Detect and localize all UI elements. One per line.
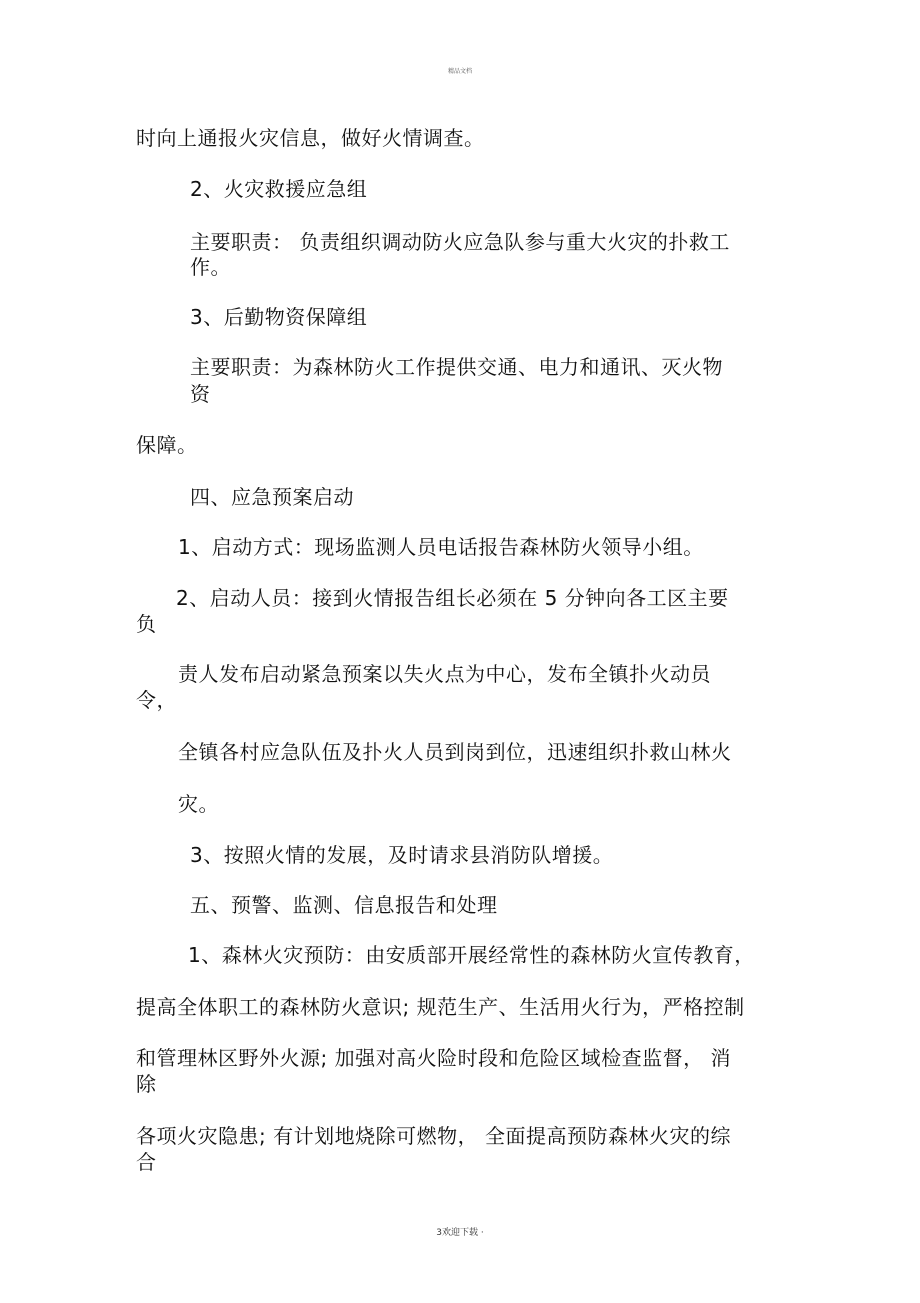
text-line: 1、森林火灾预防：由安质部开展经常性的森林防火宣传教育， <box>188 943 755 967</box>
text-line: 灾。 <box>178 792 219 816</box>
text-line: 和管理林区野外火源; 加强对高火险时段和危险区域检查监督， 消 <box>136 1046 731 1070</box>
text-line: 主要职责：为森林防火工作提供交通、电力和通讯、灭火物 <box>190 355 723 379</box>
text-line: 1、启动方式：现场监测人员电话报告森林防火领导小组。 <box>178 535 704 559</box>
text-line: 3、按照火情的发展，及时请求县消防队增援。 <box>190 843 614 867</box>
text-line: 全镇各村应急队伍及扑火人员到岗到位，迅速组织扑救山林火 <box>178 740 732 764</box>
page-footer <box>0 1225 920 1238</box>
section-heading: 2、火灾救援应急组 <box>190 177 368 201</box>
text-line: 时向上通报火灾信息，做好火情调查。 <box>136 126 485 150</box>
text-line: 提高全体职工的森林防火意识; 规范生产、生活用火行为，严格控制 <box>136 995 745 1019</box>
text-line: 保障。 <box>136 433 198 457</box>
text-line: 令， <box>136 688 177 712</box>
text-line: 除 <box>136 1072 157 1096</box>
text-line: 各项火灾隐患; 有计划地烧除可燃物， 全面提高预防森林火灾的综 <box>136 1124 731 1148</box>
section-heading: 五、预警、监测、信息报告和处理 <box>190 893 498 917</box>
page-number: 3 <box>436 1228 442 1238</box>
text-line: 主要职责： 负责组织调动防火应急队参与重大火灾的扑救工 <box>190 230 730 254</box>
text-line: 负 <box>136 612 157 636</box>
text-line: 合 <box>136 1150 157 1174</box>
text-line: 资 <box>190 382 211 406</box>
text-line: 作。 <box>190 255 231 279</box>
footer-watermark: 欢迎下载 · <box>442 1228 484 1238</box>
header-watermark: 精品文档 <box>447 68 472 75</box>
section-heading: 3、后勤物资保障组 <box>190 305 368 329</box>
text-line: 责人发布启动紧急预案以失火点为中心，发布全镇扑火动员 <box>178 662 711 686</box>
text-line: 2、启动人员：接到火情报告组长必须在 5 分钟向各工区主要 <box>176 586 729 610</box>
section-heading: 四、应急预案启动 <box>190 485 354 509</box>
